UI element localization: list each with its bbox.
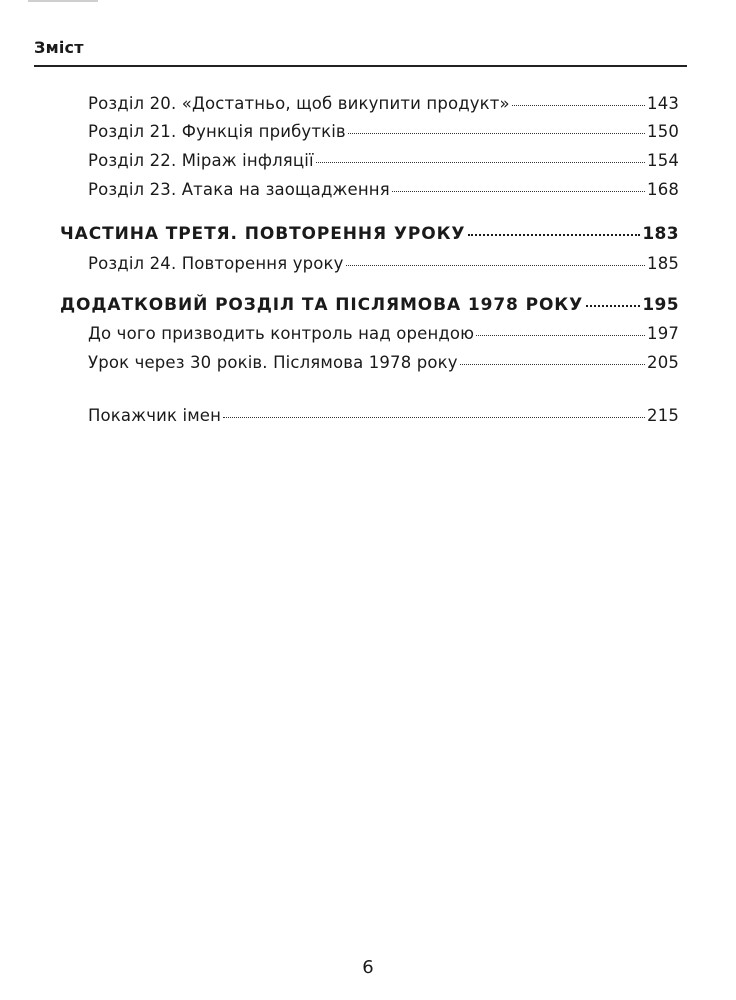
toc-entry-title: Покажчик імен bbox=[88, 406, 222, 425]
toc-entry-chapter-20[interactable] bbox=[88, 94, 679, 113]
dot-leader bbox=[223, 417, 645, 418]
toc-entry-chapter-22[interactable] bbox=[88, 151, 679, 170]
toc-entry-title: Розділ 22. Міраж інфляції bbox=[88, 151, 314, 170]
toc-entry-rent-control[interactable] bbox=[88, 324, 679, 343]
toc-entry-page: 143 bbox=[647, 94, 679, 113]
toc-entry-title: Розділ 20. «Достатньо, щоб викупити продукт» bbox=[88, 94, 510, 113]
toc-entry-page: 195 bbox=[642, 295, 679, 315]
dot-leader bbox=[346, 265, 646, 266]
dot-leader bbox=[476, 335, 645, 336]
toc-entry-name-index[interactable] bbox=[88, 406, 679, 425]
toc-entry-afterword-1978[interactable] bbox=[88, 353, 679, 372]
dot-leader bbox=[460, 364, 645, 365]
toc-entry-chapter-21[interactable] bbox=[88, 122, 679, 141]
toc-entry-title: До чого призводить контроль над орендою bbox=[88, 324, 475, 343]
toc-part-title: ЧАСТИНА ТРЕТЯ. ПОВТОРЕННЯ УРОКУ bbox=[60, 224, 466, 244]
dot-leader bbox=[348, 133, 645, 134]
toc-entry-part-three[interactable] bbox=[60, 224, 679, 244]
dot-leader bbox=[392, 191, 645, 192]
toc-entry-page: 185 bbox=[647, 254, 679, 273]
toc-part-title: ДОДАТКОВИЙ РОЗДІЛ ТА ПІСЛЯМОВА 1978 РОКУ bbox=[60, 295, 584, 315]
toc-entry-appendix[interactable] bbox=[60, 295, 679, 315]
toc-entry-chapter-23[interactable] bbox=[88, 180, 679, 199]
toc-entry-page: 154 bbox=[647, 151, 679, 170]
dot-leader bbox=[586, 305, 640, 307]
toc-entry-title: Розділ 24. Повторення уроку bbox=[88, 254, 344, 273]
toc-entry-chapter-24[interactable] bbox=[88, 254, 679, 273]
toc-entry-page: 183 bbox=[642, 224, 679, 244]
toc-entry-title: Розділ 21. Функція прибутків bbox=[88, 122, 346, 141]
dot-leader bbox=[468, 234, 640, 236]
toc-entry-page: 168 bbox=[647, 180, 679, 199]
dot-leader bbox=[512, 105, 645, 106]
running-head: Зміст bbox=[34, 38, 84, 57]
toc-entry-page: 150 bbox=[647, 122, 679, 141]
toc-entry-title: Урок через 30 років. Післямова 1978 року bbox=[88, 353, 458, 372]
dot-leader bbox=[316, 162, 645, 163]
toc-entry-page: 197 bbox=[647, 324, 679, 343]
page-number: 6 bbox=[362, 957, 374, 978]
toc-entry-page: 205 bbox=[647, 353, 679, 372]
toc-entry-page: 215 bbox=[647, 406, 679, 425]
toc-entry-title: Розділ 23. Атака на заощадження bbox=[88, 180, 390, 199]
